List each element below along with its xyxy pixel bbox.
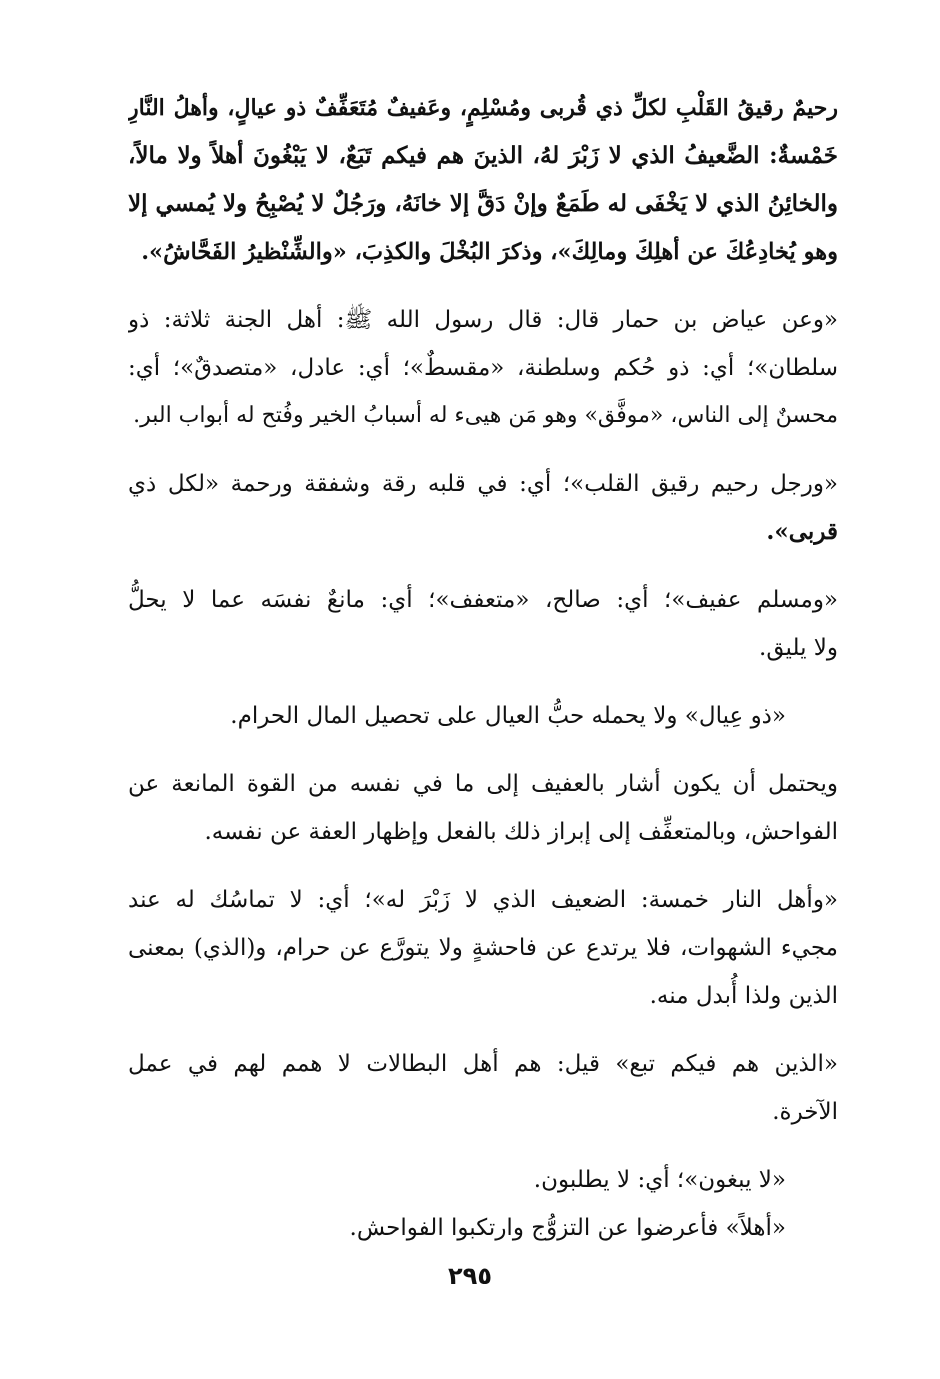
text-line: «وعن عياض بن حمار قال: قال رسول الله ﷺ: أهل الجنة ثلاثة: ذو — [128, 307, 838, 333]
paragraph-commentary-7 — [128, 1040, 838, 1136]
text-line: الآخرة. — [772, 1099, 838, 1125]
paragraph-commentary-2 — [128, 460, 838, 556]
paragraph-commentary-5 — [128, 760, 838, 856]
text-line: خَمْسةٌ: الضَّعيفُ الذي لا زَبْرَ لهُ، الذينَ هم فيكم تَبَعٌ، لا يَبْغُونَ أهلاً ولا مالاً، — [128, 142, 838, 169]
text-line: سلطان»؛ أي: ذو حُكم وسلطنة، «مقسطٌ»؛ أي: عادل، «متصدقٌ»؛ أي: — [128, 355, 838, 381]
paragraph-commentary-6 — [128, 876, 838, 1020]
text-line: «ذو عِيال» ولا يحمله حبُّ العيال على تحصيل المال الحرام. — [230, 703, 786, 729]
text-line: مجيء الشهوات، فلا يرتدع عن فاحشةٍ ولا يتورَّع عن حرام، و(الذي) بمعنى — [128, 935, 838, 961]
text-line: محسنٌ إلى الناس، «موفَّق» وهو مَن هيىء له أسبابُ الخير وفُتح له أبواب البر. — [133, 403, 838, 428]
text-line: الذين ولذا أُبدل منه. — [649, 983, 838, 1009]
paragraph-commentary-4 — [128, 692, 838, 740]
text-line: قربى». — [766, 518, 838, 545]
text-line: وهو يُخادِعُكَ عن أهلِكَ ومالِكَ»، وذكرَ البُخْلَ والكذِبَ، «والشِّنْظيرُ الفَحَّاشُ». — [141, 239, 838, 265]
page-body — [128, 84, 838, 1252]
text-line: «ورجل رحيم رقيق القلب»؛ أي: في قلبه رقة وشفقة ورحمة «لكل ذي — [128, 471, 838, 497]
text-line: الفواحش، وبالمتعفِّف إلى إبراز ذلك بالفعل وإظهار العفة عن نفسه. — [204, 819, 838, 845]
text-line: ويحتمل أن يكون أشار بالعفيف إلى ما في نفسه من القوة المانعة عن — [128, 771, 838, 797]
paragraph-hadith — [128, 84, 838, 276]
text-line: «لا يبغون»؛ أي: لا يطلبون. — [533, 1167, 786, 1193]
text-line: «ومسلم عفيف»؛ أي: صالح، «متعفف»؛ أي: مانعٌ نفسَه عما لا يحلُّ — [128, 587, 838, 613]
text-line: «أهلاً» فأعرضوا عن التزوُّج وارتكبوا الفواحش. — [349, 1215, 786, 1241]
text-line: والخائِنُ الذي لا يَخْفَى له طَمَعٌ وإنْ دَقَّ إلا خانَهُ، ورَجُلٌ لا يُصْبِحُ ولا يُمسي إلا — [128, 190, 838, 217]
paragraph-commentary-3 — [128, 576, 838, 672]
page-number: ٢٩٥ — [448, 1262, 492, 1290]
text-line: رحيمٌ رقيقُ القَلْبِ لكلِّ ذي قُربى ومُسْلِمٍ، وعَفيفٌ مُتَعَفِّفٌ ذو عيالٍ، وأهلُ النَّارِ — [128, 95, 838, 121]
text-line: ولا يليق. — [759, 635, 838, 661]
paragraph-commentary-8 — [128, 1156, 838, 1204]
text-line: «الذين هم فيكم تبع» قيل: هم أهل البطالات لا همم لهم في عمل — [128, 1051, 838, 1077]
text-line: «وأهل النار خمسة: الضعيف الذي لا زَبْرَ له»؛ أي: لا تماسُك له عند — [128, 887, 838, 913]
paragraph-commentary-1 — [128, 296, 838, 440]
paragraph-commentary-9 — [128, 1204, 838, 1252]
